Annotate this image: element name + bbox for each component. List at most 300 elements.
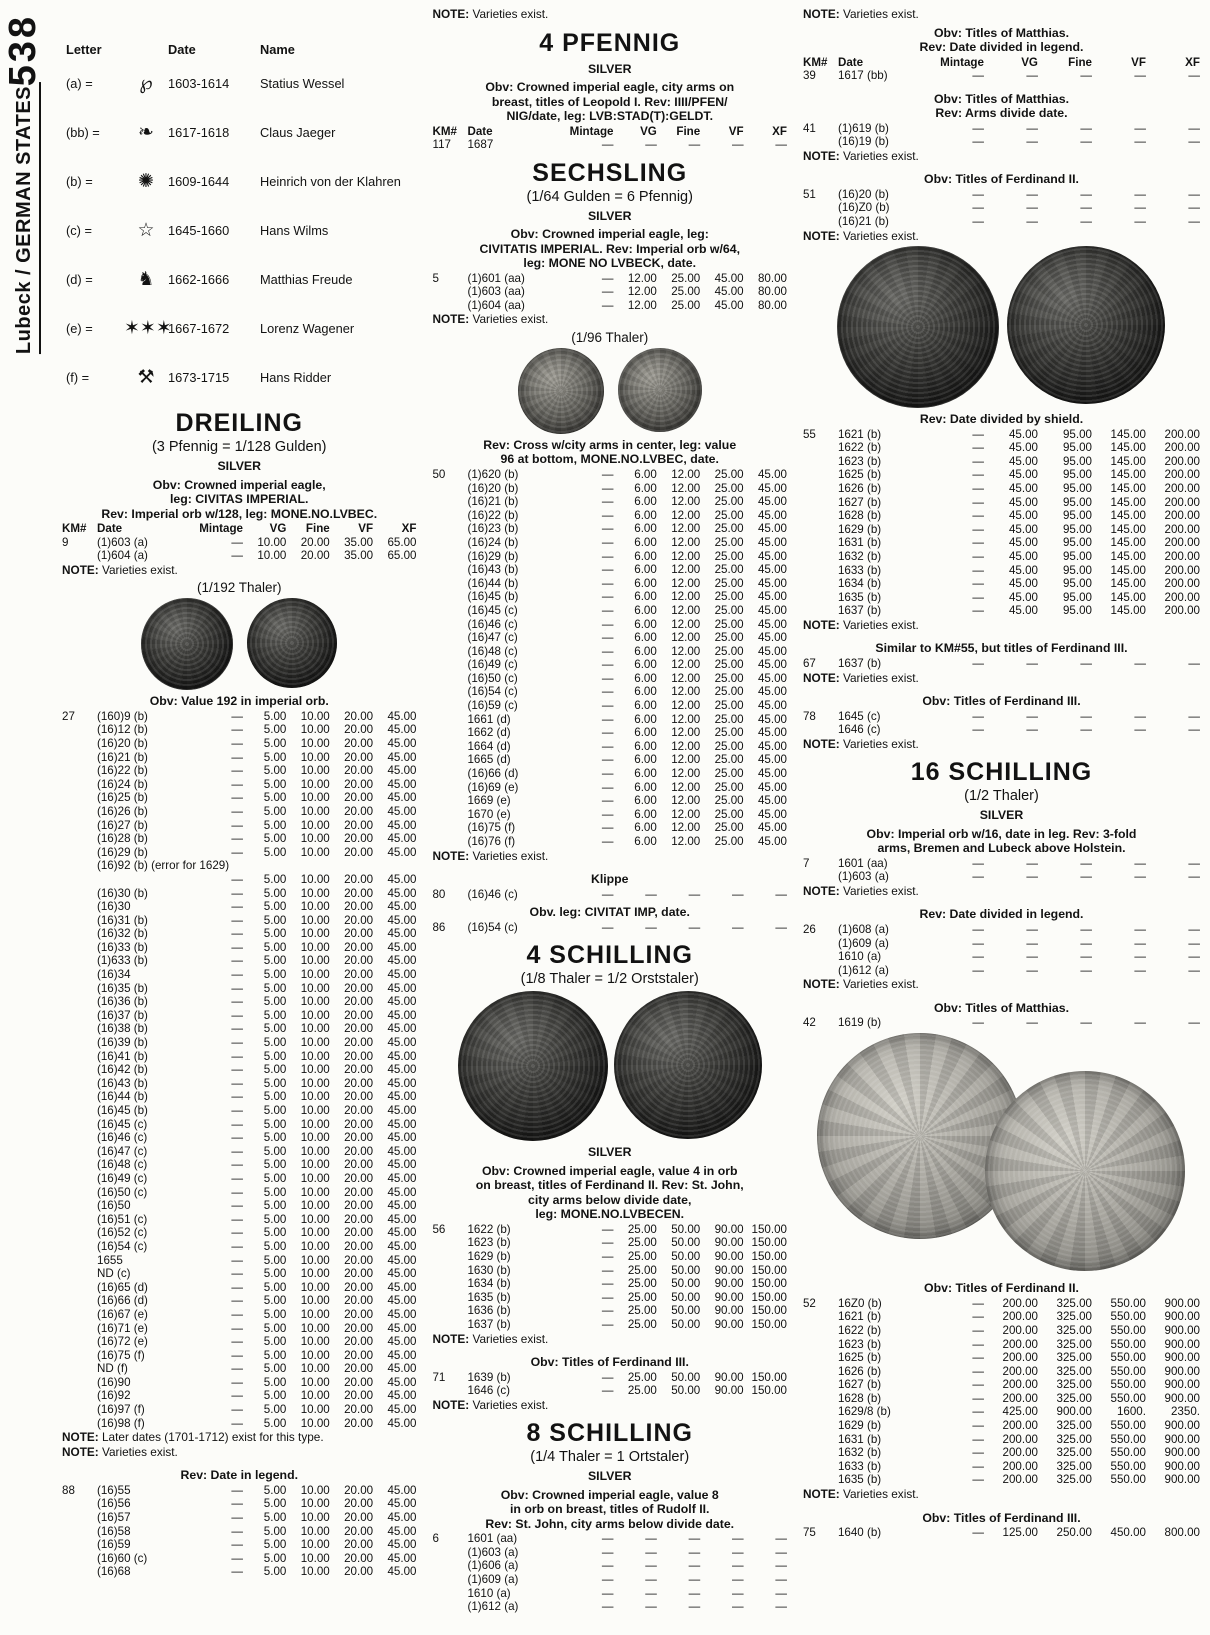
price: 25.00 [714, 712, 744, 726]
price: 25.00 [714, 576, 744, 590]
price: 12.00 [671, 794, 701, 808]
km-number [803, 201, 836, 215]
coin-date: (16)12 (b) [97, 723, 148, 737]
price: 6.00 [634, 794, 657, 808]
price: 5.00 [263, 1375, 287, 1389]
note-text: Varieties exist. [839, 7, 919, 21]
column-header: XF [772, 124, 787, 138]
price: — [1026, 69, 1038, 83]
price: 5.00 [263, 1551, 287, 1565]
price: 200.00 [1002, 1296, 1038, 1310]
price-row [62, 1009, 416, 1023]
price: 6.00 [634, 590, 657, 604]
coin-date: (16)47 (c) [97, 1144, 148, 1158]
coin-date: (1)604 (aa) [467, 298, 525, 312]
price: 20.00 [344, 1253, 374, 1267]
price: 50.00 [671, 1249, 701, 1263]
price: — [1080, 856, 1092, 870]
price: 20.00 [344, 927, 374, 941]
price: 20.00 [344, 1226, 374, 1240]
price: 800.00 [1164, 1526, 1200, 1540]
coin-date: (16)69 (e) [467, 780, 519, 794]
price: 6.00 [634, 467, 657, 481]
note [62, 1431, 416, 1445]
description [432, 209, 786, 224]
price: 20.00 [344, 1117, 374, 1131]
km-number [62, 751, 95, 765]
price: 150.00 [751, 1384, 787, 1398]
coin-date: (1)612 (a) [837, 963, 889, 977]
price: 10.00 [300, 845, 330, 859]
section-title: 4 SCHILLING [526, 941, 694, 970]
mintage: — [231, 1565, 243, 1579]
price: 325.00 [1056, 1296, 1092, 1310]
km-number [62, 887, 95, 901]
obverse-photo [837, 246, 999, 408]
price: 50.00 [671, 1263, 701, 1277]
price: 145.00 [1110, 522, 1146, 536]
coin-date: (16)57 [97, 1510, 131, 1524]
price: 45.00 [757, 631, 787, 645]
price: 200.00 [1002, 1419, 1038, 1433]
price: 45.00 [757, 685, 787, 699]
price: 5.00 [263, 1036, 287, 1050]
coin-date: (16)98 (f) [97, 1416, 145, 1430]
price: 5.00 [263, 804, 287, 818]
price-row [62, 1294, 416, 1308]
price: 325.00 [1056, 1310, 1092, 1324]
price: 10.00 [300, 1199, 330, 1213]
coin-date: 1630 (b) [467, 1263, 511, 1277]
price: 20.00 [344, 1294, 374, 1308]
price-row [432, 272, 786, 286]
price-table [432, 1223, 786, 1332]
price: 45.00 [387, 777, 417, 791]
price-row [803, 1016, 1200, 1030]
coin-date: (16)42 (b) [97, 1063, 148, 1077]
price: 5.00 [263, 1117, 287, 1131]
price: 5.00 [263, 1403, 287, 1417]
price: 10.00 [300, 1117, 330, 1131]
price-row [62, 1362, 416, 1376]
mintage: — [231, 968, 243, 982]
mintage: — [231, 1335, 243, 1349]
km-number [62, 1267, 95, 1281]
price: 95.00 [1062, 454, 1092, 468]
price: — [1026, 870, 1038, 884]
km-number [803, 215, 836, 229]
price: — [1080, 201, 1092, 215]
km-number [803, 455, 836, 469]
note-text: Varieties exist. [839, 670, 919, 685]
price: 6.00 [634, 821, 657, 835]
note-label: NOTE: [802, 883, 840, 898]
mintmaster-header-row [66, 42, 416, 57]
description [803, 412, 1200, 427]
price-row [432, 658, 786, 672]
coin-date: (1)620 (b) [467, 467, 519, 481]
price-row [803, 69, 1200, 83]
mintage: — [601, 481, 614, 495]
price: 550.00 [1110, 1351, 1146, 1365]
price-row [62, 819, 416, 833]
price: — [732, 1559, 744, 1573]
price-row [62, 778, 416, 792]
mintage: — [601, 920, 614, 934]
price: 5.00 [263, 927, 287, 941]
note-label: NOTE: [62, 1444, 99, 1459]
coin-date: (16)45 (b) [97, 1104, 148, 1117]
price: — [645, 887, 657, 901]
price-row [432, 1277, 786, 1291]
km-number: 56 [432, 1222, 446, 1236]
price: 12.00 [671, 644, 701, 658]
price: 20.00 [344, 1131, 374, 1145]
price: 20.00 [344, 1049, 374, 1063]
obverse-photo [518, 348, 604, 434]
price: 10.00 [300, 1321, 330, 1335]
description [803, 694, 1200, 709]
coin-date: (16)28 (b) [97, 832, 148, 846]
price: 12.00 [671, 508, 701, 522]
km-number [62, 1335, 95, 1349]
price: 45.00 [757, 522, 787, 536]
mintage: — [972, 482, 984, 496]
price: 65.00 [387, 535, 417, 549]
price: 10.00 [300, 1267, 330, 1281]
price: 12.00 [671, 576, 701, 590]
coin-date: (16)31 (b) [97, 913, 148, 927]
km-number [432, 1384, 465, 1398]
mintage: — [231, 535, 243, 549]
price: 45.00 [757, 767, 787, 781]
coin-date: (16)44 (b) [97, 1090, 148, 1104]
price: 35.00 [344, 549, 374, 563]
note [803, 150, 1200, 164]
km-number [62, 927, 95, 941]
description-line: Obv: Titles of Ferdinand III. [530, 1355, 689, 1370]
price: — [1080, 135, 1092, 149]
price: 45.00 [387, 1524, 417, 1538]
price-row [432, 509, 786, 523]
km-number [62, 1403, 95, 1417]
price: 45.00 [757, 753, 787, 767]
column-header: KM# [802, 55, 828, 69]
mintage: — [231, 995, 243, 1009]
price: 50.00 [671, 1277, 701, 1291]
mintage: — [231, 736, 243, 750]
price: 125.00 [1002, 1526, 1038, 1540]
mintage: — [601, 1263, 614, 1277]
price: 80.00 [757, 298, 787, 312]
mintage: — [972, 709, 984, 723]
km-number [62, 1158, 95, 1172]
mintage: — [231, 981, 243, 995]
mintage: — [601, 835, 614, 848]
price-row [803, 1351, 1200, 1365]
price: 12.00 [671, 481, 701, 495]
reverse-photo [1007, 246, 1165, 404]
coin-date: 1664 (d) [467, 739, 511, 753]
price: — [1188, 936, 1200, 950]
price: 200.00 [1002, 1446, 1038, 1460]
coin-date: (16)43 (b) [97, 1076, 148, 1090]
coin-date: 1626 (b) [837, 482, 882, 496]
price: 12.00 [671, 807, 701, 821]
note [62, 564, 416, 578]
coin-date: (16)24 (b) [467, 535, 519, 549]
price: — [732, 1532, 744, 1546]
mintage: — [231, 791, 243, 805]
price: 10.00 [300, 1226, 330, 1240]
price: 25.00 [714, 807, 744, 821]
price: 145.00 [1110, 441, 1146, 455]
price: 12.00 [671, 699, 701, 713]
price-table [432, 888, 786, 902]
price: — [645, 1600, 657, 1614]
note-text: Varieties exist. [839, 736, 919, 751]
price: 25.00 [714, 631, 744, 645]
price-row [62, 1308, 416, 1322]
note-label: NOTE: [802, 1487, 840, 1502]
price: 12.00 [671, 821, 701, 835]
price: 45.00 [387, 1036, 417, 1050]
note [432, 850, 786, 864]
km-number [432, 1546, 465, 1560]
price-row [62, 982, 416, 996]
mintage: — [972, 201, 984, 215]
mintage: — [231, 804, 243, 818]
coin-date: (16)23 (b) [467, 522, 519, 536]
price: 20.00 [344, 1538, 374, 1552]
mintmaster-letter: (c) = [66, 223, 92, 238]
km-number: 51 [802, 187, 816, 201]
km-number [432, 1304, 465, 1318]
km-number [432, 618, 465, 632]
price-row [432, 618, 786, 632]
price: 10.00 [300, 804, 330, 818]
price: — [1134, 201, 1146, 215]
price: — [1026, 922, 1038, 936]
km-number [432, 1600, 465, 1614]
price-row [803, 482, 1200, 496]
price: 45.00 [757, 467, 787, 481]
mintmaster-name: Lorenz Wagener [260, 321, 355, 336]
price: 150.00 [751, 1304, 787, 1318]
note-label: NOTE: [432, 312, 470, 327]
price-row [432, 713, 786, 727]
price-row [432, 726, 786, 740]
coin-date: (16)65 (d) [97, 1280, 148, 1294]
price: 45.00 [757, 671, 787, 685]
price: 45.00 [387, 1375, 417, 1389]
mintage: — [231, 1049, 243, 1063]
price: 20.00 [344, 736, 374, 750]
mintage: — [601, 298, 614, 312]
price: — [1134, 1016, 1146, 1030]
mintmaster-name: Matthias Freude [260, 272, 353, 287]
mintage: — [231, 1239, 243, 1253]
mintmaster-letter: (d) = [66, 272, 93, 287]
price-row [62, 1281, 416, 1295]
price: 45.00 [387, 954, 417, 968]
price: 200.00 [1164, 590, 1200, 604]
km-number [803, 964, 836, 978]
price: 25.00 [714, 549, 744, 563]
price: 45.00 [1008, 468, 1038, 482]
note-text: Varieties exist. [469, 1331, 549, 1346]
km-number [432, 1559, 465, 1573]
mintage: — [231, 1403, 243, 1417]
mintage: — [601, 138, 614, 152]
price: 20.00 [344, 1199, 374, 1213]
price: — [645, 138, 657, 152]
km-number [803, 1338, 836, 1352]
description-line: Rev: Imperial orb w/128, leg: MONE.NO.LVBEC. [101, 506, 378, 521]
price: 45.00 [387, 1076, 417, 1090]
coin-date: (16)45 (c) [467, 603, 518, 617]
note-label: NOTE: [802, 148, 840, 163]
description-line: Obv. leg: CIVITAT IMP, date. [529, 905, 690, 920]
price: 200.00 [1002, 1459, 1038, 1473]
price: — [775, 1545, 787, 1559]
description-line: breast, titles of Leopold I. Rev: IIII/PFEN/ [491, 94, 728, 109]
km-number: 71 [432, 1370, 446, 1384]
price-row [432, 590, 786, 604]
coin-date: 1622 (b) [467, 1222, 511, 1236]
price: 10.00 [300, 1076, 330, 1090]
mintage: — [231, 1144, 243, 1158]
price: 20.00 [344, 1321, 374, 1335]
note [432, 313, 786, 327]
description-line: Obv: Titles of Ferdinand II. [924, 172, 1079, 187]
price: 12.00 [671, 603, 701, 617]
price-row [803, 455, 1200, 469]
price: 200.00 [1164, 509, 1200, 523]
price: 45.00 [387, 1008, 417, 1022]
price-row [62, 1050, 416, 1064]
price: — [1134, 69, 1146, 83]
km-number [62, 1281, 95, 1295]
price: 90.00 [714, 1370, 744, 1384]
price-row [62, 1022, 416, 1036]
price: 20.00 [344, 1144, 374, 1158]
price: 5.00 [263, 832, 287, 846]
mintage: — [601, 563, 614, 577]
column-header: XF [401, 522, 417, 535]
price: — [1080, 121, 1092, 135]
price-row [803, 1419, 1200, 1433]
price: 10.00 [300, 791, 330, 805]
km-number: 80 [432, 887, 446, 901]
price-row [432, 1291, 786, 1305]
price: 5.00 [263, 913, 287, 927]
description [62, 694, 416, 709]
price: 1600. [1116, 1405, 1146, 1419]
price-table [803, 1016, 1200, 1030]
price: 200.00 [1002, 1337, 1038, 1351]
price: 6.00 [634, 671, 657, 685]
price-row [432, 767, 786, 781]
price: 150.00 [751, 1370, 787, 1384]
price: 200.00 [1164, 454, 1200, 468]
description-line: Obv: Titles of Matthias. [933, 91, 1070, 106]
price: 150.00 [751, 1263, 787, 1277]
description-line: Obv: Crowned imperial eagle, city arms on [485, 80, 735, 94]
price: 90.00 [714, 1249, 744, 1263]
price: 45.00 [1008, 604, 1038, 618]
price: 10.00 [300, 1348, 330, 1362]
coin-date: 1633 (b) [837, 563, 882, 577]
price: 20.00 [344, 1185, 374, 1199]
spacer [124, 42, 168, 57]
price: 12.00 [671, 726, 701, 740]
mintage: — [231, 549, 243, 563]
mintage: — [231, 1538, 243, 1552]
coin-date: (16)30 (b) [97, 886, 148, 900]
note-text: Varieties exist. [839, 148, 919, 163]
price-row [62, 1497, 416, 1511]
km-number [803, 482, 836, 496]
km-number [432, 631, 465, 645]
mintage: — [972, 1323, 984, 1337]
price: 5.00 [263, 900, 287, 914]
price: 25.00 [627, 1263, 657, 1277]
price: 20.00 [344, 913, 374, 927]
mintmaster-name: Heinrich von der Klahren [260, 174, 401, 189]
price: 50.00 [671, 1384, 701, 1398]
km-number [432, 767, 465, 781]
price-row [803, 468, 1200, 482]
price: — [775, 920, 787, 934]
price-row [432, 1371, 786, 1385]
price-row [803, 188, 1200, 202]
price: 45.00 [387, 764, 417, 778]
km-number [432, 1587, 465, 1601]
price-table [432, 1532, 786, 1614]
price: — [1080, 656, 1092, 670]
price-row [803, 536, 1200, 550]
coin-date: (16)Z0 (b) [837, 201, 890, 215]
mintage: — [972, 1296, 984, 1310]
coin-date: (16)37 (b) [97, 1008, 148, 1022]
km-number [62, 1417, 95, 1431]
price-row [803, 657, 1200, 671]
price: 50.00 [671, 1304, 701, 1318]
mintage: — [972, 1419, 984, 1433]
price: 20.00 [344, 872, 374, 886]
mintage: — [601, 535, 614, 549]
price: 200.00 [1002, 1364, 1038, 1378]
km-number [62, 1240, 95, 1254]
price-row [803, 1365, 1200, 1379]
price: 900.00 [1164, 1351, 1200, 1365]
date-error-note: (16)92 (b) (error for 1629) [97, 859, 230, 873]
price: — [645, 1559, 657, 1573]
mintage: — [231, 913, 243, 927]
km-number [432, 495, 465, 509]
description [62, 459, 416, 474]
price: 45.00 [387, 981, 417, 995]
price-row [432, 781, 786, 795]
mintage: — [231, 750, 243, 764]
price: 5.00 [263, 750, 287, 764]
km-number [62, 941, 95, 955]
km-number [432, 590, 465, 604]
price-row [432, 808, 786, 822]
price: 45.00 [757, 508, 787, 522]
description-line: NIG/date, leg: LVB:STAD(T):GELDT. [506, 109, 713, 123]
